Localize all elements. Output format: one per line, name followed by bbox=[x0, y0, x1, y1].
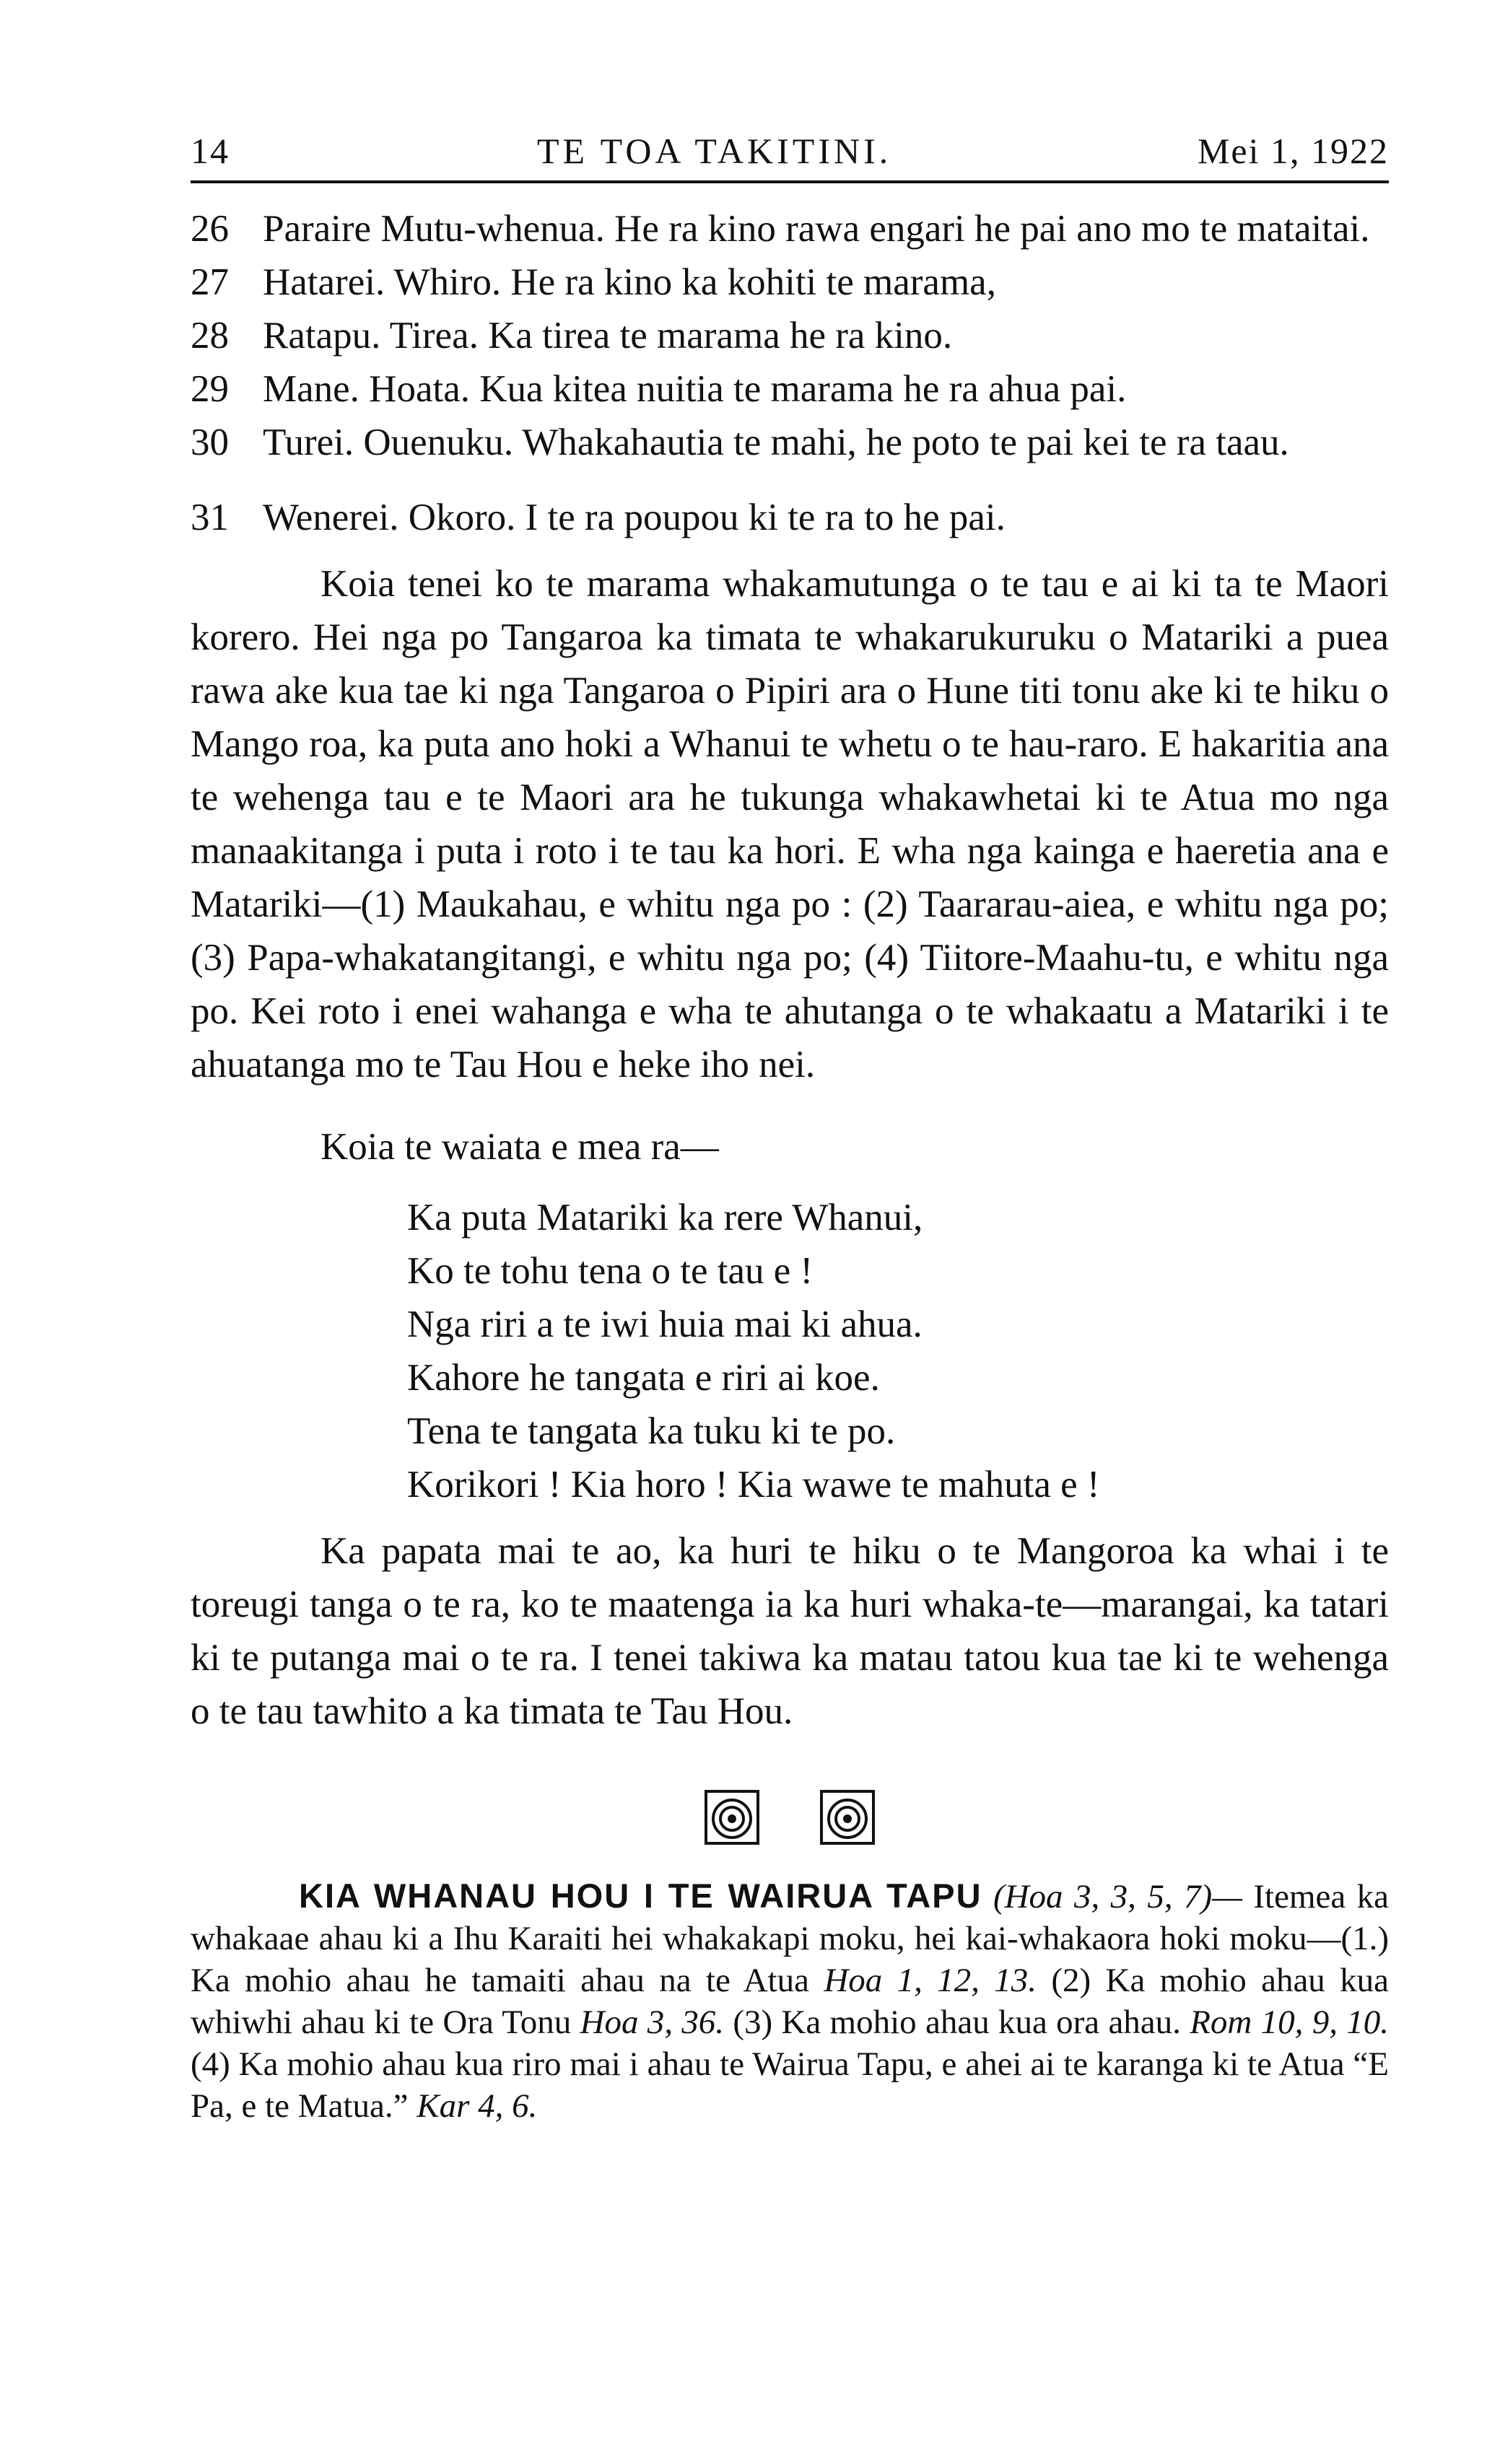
song-line: Ka puta Matariki ka rere Whanui, bbox=[407, 1197, 923, 1238]
scripture-reference: Rom 10, 9, 10. bbox=[1190, 2004, 1390, 2041]
note-heading: KIA WHANAU HOU I TE WAIRUA TAPU bbox=[299, 1877, 982, 1915]
calendar-entry bbox=[191, 416, 1389, 469]
note-heading-reference: (Hoa 3, 3, 5, 7)— bbox=[993, 1878, 1242, 1915]
matariki-paragraph: Koia tenei ko te marama whakamutunga o te tau e ai ki ta te Maori korero. Hei nga po Tangaroa ka timata te whakarukuruku o Matariki a puea rawa ake kua tae ki nga Tangaroa o Pipiri ara o Hune titi tonu ake ki te hiku o Mango roa, ka puta ano hoki a Whanui te whetu o te hau-raro. E hakaritia ana te wehenga tau e te Maori ara he tukunga whakawhetai ki te Atua mo nga manaakitanga i puta i roto i te tau ka hori. E wha nga kainga e haeretia ana e Matariki—(1) Maukahau, e whitu nga po : (2) Taararau-aiea, e whitu nga po; (3) Papa-whakatangitangi, e whitu nga po; (4) Tiitore-Maahu-tu, e whitu nga po. Kei roto i enei wahanga e wha te ahutanga o te whakaatu a Matariki i te ahuatanga mo te Tau Hou e heke iho nei. bbox=[191, 563, 1389, 1085]
scripture-note bbox=[191, 1875, 1389, 2127]
waiata bbox=[407, 1191, 1389, 1511]
calendar-entry bbox=[191, 202, 1389, 255]
calendar-day-text: Mane. Hoata. Kua kitea nuitia te marama he ra ahua pai. bbox=[263, 368, 1127, 410]
song-intro: Koia te waiata e mea ra— bbox=[320, 1126, 719, 1168]
calendar-entry bbox=[191, 309, 1389, 362]
ornament-divider bbox=[191, 1788, 1389, 1846]
spiral-ornament-icon bbox=[819, 1788, 876, 1846]
scripture-reference: Kar 4, 6. bbox=[417, 2087, 538, 2125]
calendar-day-number: 28 bbox=[191, 315, 229, 357]
new-year-paragraph: Ka papata mai te ao, ka huri te hiku o te Mangoroa ka whai i te toreugi tanga o te ra, ko te maatenga ia ka huri whaka-te—marangai, ka tatari ki te putanga mai o te ra. I tenei takiwa ka matau tatou kua tae ki te wehenga o te tau tawhito a ka timata te Tau Hou. bbox=[191, 1530, 1389, 1732]
calendar-day-number: 27 bbox=[191, 261, 229, 303]
spiral-ornament-icon bbox=[703, 1788, 761, 1846]
calendar-day-number: 26 bbox=[191, 208, 229, 250]
running-header bbox=[191, 115, 1389, 173]
calendar-day-number: 30 bbox=[191, 421, 229, 463]
calendar-entry bbox=[191, 255, 1389, 309]
header-rule bbox=[191, 180, 1389, 183]
calendar-day-text: Paraire Mutu-whenua. He ra kino rawa engari he pai ano mo te mataitai. bbox=[263, 208, 1370, 250]
calendar-day-text: Ratapu. Tirea. Ka tirea te marama he ra kino. bbox=[263, 315, 953, 357]
song-line: Korikori ! Kia horo ! Kia wawe te mahuta e ! bbox=[407, 1464, 1100, 1506]
scripture-reference: Hoa 1, 12, 13. bbox=[824, 1962, 1037, 1999]
note-text: Itemea ka whakaae ahau ki a Ihu Karaiti hei whakakapi moku, hei kai-whakaora hoki moku—(1.) Ka mohio ahau he tamaiti ahau na te Atua bbox=[191, 1878, 1390, 1999]
song-line: Nga riri a te iwi huia mai ki ahua. bbox=[407, 1303, 923, 1345]
calendar-day-text: Hatarei. Whiro. He ra kino ka kohiti te marama, bbox=[263, 261, 996, 303]
calendar-entry bbox=[191, 491, 1389, 544]
note-text: (2) Ka mohio ahau kua whiwhi ahau ki te Ora Tonu bbox=[191, 1962, 1390, 2041]
song-line: Tena te tangata ka tuku ki te po. bbox=[407, 1410, 896, 1452]
page-number: 14 bbox=[191, 131, 230, 171]
song-line: Kahore he tangata e riri ai koe. bbox=[407, 1357, 880, 1399]
calendar-day-number: 31 bbox=[191, 497, 229, 538]
scripture-reference: Hoa 3, 36. bbox=[580, 2004, 725, 2041]
note-text: (3) Ka mohio ahau kua ora ahau. bbox=[733, 2004, 1181, 2041]
calendar-entry bbox=[191, 362, 1389, 416]
calendar-day-number: 29 bbox=[191, 368, 229, 410]
lunar-calendar bbox=[191, 202, 1389, 544]
page bbox=[191, 115, 1389, 2127]
journal-title: TE TOA TAKITINI. bbox=[537, 131, 892, 171]
note-text: (4) Ka mohio ahau kua riro mai i ahau te Wairua Tapu, e ahei ai te karanga ki te Atua “E Pa, e te Matua.” bbox=[191, 2045, 1389, 2125]
calendar-day-text: Turei. Ouenuku. Whakahautia te mahi, he poto te pai kei te ra taau. bbox=[263, 421, 1289, 463]
calendar-day-text: Wenerei. Okoro. I te ra poupou ki te ra to he pai. bbox=[263, 497, 1006, 538]
issue-date: Mei 1, 1922 bbox=[1197, 131, 1389, 171]
song-line: Ko te tohu tena o te tau e ! bbox=[407, 1250, 814, 1292]
